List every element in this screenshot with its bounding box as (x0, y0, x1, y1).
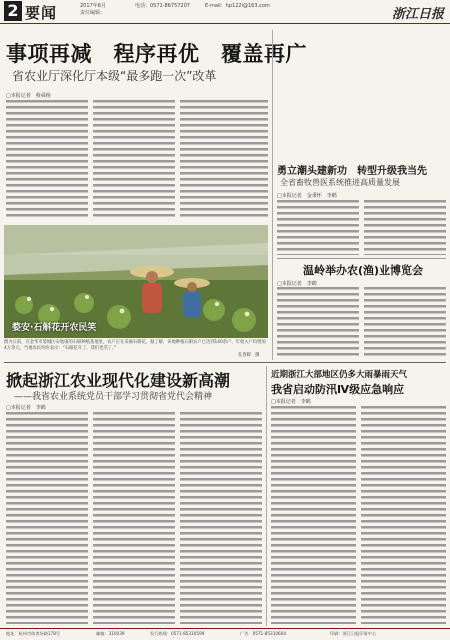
masthead-email: E-mail：hp122i@163.com (205, 3, 270, 9)
paper-name: 浙江日报 (391, 7, 444, 22)
lead-body-column-3 (180, 100, 268, 220)
news-photo (4, 225, 268, 338)
masthead-editor: 责任编辑： (80, 10, 106, 16)
footer-item: 广告：0571-85310604 (240, 631, 287, 636)
bottom-left-body-2 (93, 412, 175, 624)
bottom-right-byline: □本报记者 李鹤 (271, 399, 311, 405)
bottom-left-subheadline: ——我省农业系统党员干部学习贯彻省党代会精神 (14, 392, 213, 402)
photo-label: 婺安·石斛花开农民笑 (12, 323, 97, 333)
right-top-body-1 (277, 200, 359, 255)
section-title: 要闻 (25, 4, 58, 22)
page-footer (0, 628, 450, 640)
footer-item: 邮编：310039 (96, 631, 125, 636)
section-rule (277, 258, 446, 259)
lead-body-column-2 (93, 100, 175, 220)
masthead (0, 0, 450, 24)
column-divider (272, 30, 273, 360)
right-top-byline: □本报记者 金秉怀 李鹤 (277, 193, 337, 199)
right-mid-headline: 温岭举办农(渔)业博览会 (303, 264, 424, 277)
bottom-column-divider (266, 366, 267, 626)
masthead-phone: 电话：0571-86757207 (135, 3, 190, 9)
right-top-body-2 (364, 200, 446, 255)
lead-byline: □本报记者 蔡舜杨 (6, 93, 51, 99)
right-mid-byline: □本报记者 李鹤 (277, 281, 317, 287)
photo-credit: 孔春晖 摄 (238, 353, 260, 358)
page-number: 2 (4, 1, 22, 21)
right-top-headline: 勇立潮头建新功 转型升级我当先 (277, 166, 427, 177)
footer-item: 发行热线：0571-85310599 (150, 631, 205, 636)
lead-body-column-1 (6, 100, 88, 220)
right-mid-body-1 (277, 287, 359, 359)
right-top-subheadline: 全省畜牧兽医系统推进高质量发展 (280, 178, 400, 187)
lead-headline: 事项再减 程序再优 覆盖再广 (6, 42, 307, 66)
bottom-right-body-2 (361, 406, 446, 624)
photo-caption: 图为日前，在金华市婺城区安地镇的石斛种植基地里，农户正在采摘石斛花。据了解，该地种植石斛农户已达到140余户，年收入户均增加4万余元。当地农民纷纷表示：“石斛花开了，我们也笑了。” (4, 340, 266, 351)
bottom-right-headline-2: 我省启动防汛Ⅳ级应急响应 (271, 383, 405, 396)
bottom-left-byline: □本报记者 李鹤 (6, 405, 46, 411)
right-mid-body-2 (364, 287, 446, 359)
footer-item: 印刷：浙江日报印务中心 (330, 631, 377, 636)
bottom-left-body-1 (6, 412, 88, 624)
footer-item: 地址：杭州市体育场路178号 (6, 631, 61, 636)
bottom-left-body-3 (180, 412, 262, 624)
bottom-left-headline: 掀起浙江农业现代化建设新高潮 (6, 371, 231, 390)
masthead-date: 2017年6月 (80, 3, 106, 9)
bottom-right-headline-1: 近期浙江大部地区仍多大雨暴雨天气 (271, 370, 408, 380)
page-divider (4, 362, 446, 363)
lead-subheadline: 省农业厅深化厅本级“最多跑一次”改革 (12, 69, 217, 83)
bottom-right-body-1 (271, 406, 356, 624)
